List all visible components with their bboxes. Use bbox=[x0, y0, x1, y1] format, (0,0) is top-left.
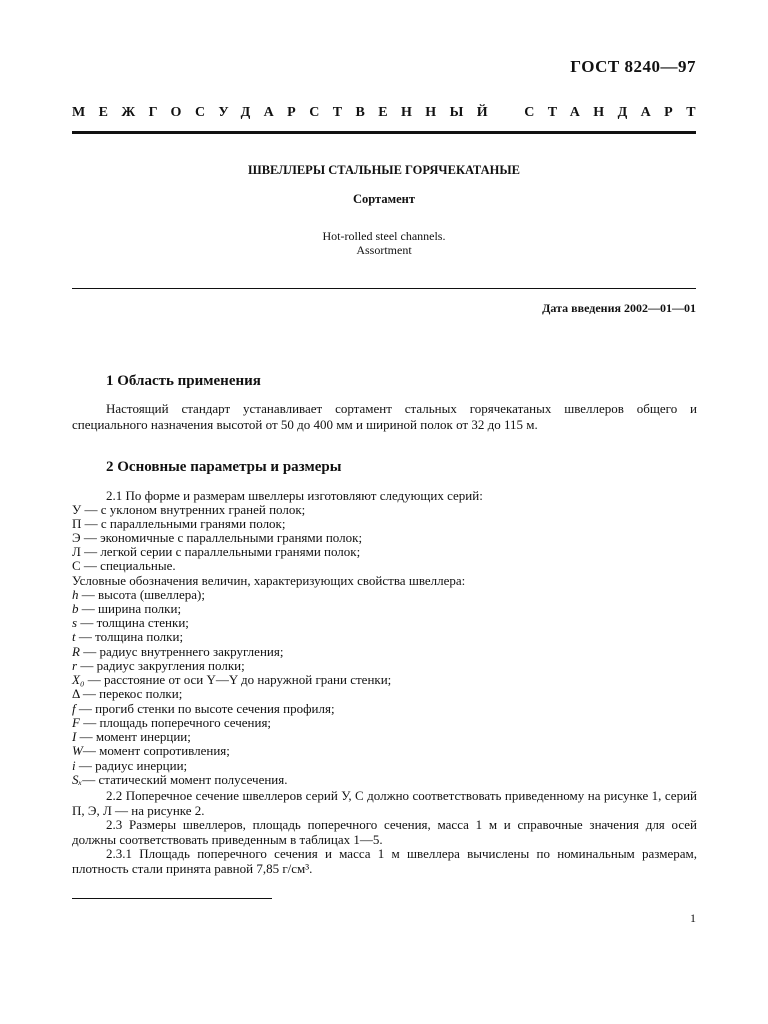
document-subtitle: Сортамент bbox=[352, 192, 415, 206]
series-item: П — с параллельными гранями полок; bbox=[72, 516, 286, 531]
interstate-word-2: СТАНДАРТ bbox=[524, 105, 709, 120]
series-item: С — специальные. bbox=[72, 558, 176, 573]
top-rule bbox=[72, 131, 696, 134]
notation-symbol: W bbox=[72, 743, 83, 758]
notation-symbol: b bbox=[72, 601, 79, 616]
notation-symbol: F bbox=[72, 715, 80, 730]
notation-symbol: Δ bbox=[72, 686, 80, 701]
notation-symbol: Sₓ bbox=[72, 772, 83, 787]
interstate-standard-label bbox=[72, 105, 709, 121]
middle-rule bbox=[72, 288, 696, 289]
notation-text: — расстояние от оси Y—Y до наружной грани стенки; bbox=[84, 672, 392, 687]
notation-intro: Условные обозначения величин, характеризующих свойства швеллера: bbox=[72, 573, 466, 588]
notation-text: — момент сопротивления; bbox=[82, 743, 230, 758]
english-title-line-1: Hot-rolled steel channels. bbox=[322, 229, 446, 243]
notation-text: — перекос полки; bbox=[79, 686, 183, 701]
notation-symbol: h bbox=[72, 587, 79, 602]
notation-text: — площадь поперечного сечения; bbox=[79, 715, 272, 730]
notation-text: — момент инерции; bbox=[76, 729, 191, 744]
notation-symbol: R bbox=[72, 644, 80, 659]
notation-text: — радиус внутреннего закругления; bbox=[79, 644, 284, 659]
notation-symbol: i bbox=[72, 758, 76, 773]
notation-text: — толщина стенки; bbox=[77, 615, 189, 630]
notation-text: — прогиб стенки по высоте сечения профиля; bbox=[75, 701, 335, 716]
notation-symbol: X₀ bbox=[72, 672, 85, 687]
clause-2-2: 2.2 Поперечное сечение швеллеров серий У, С должно соответствовать приведенному на рисунке 1, серий П, Э, Л — на рисунке 2. bbox=[72, 788, 697, 818]
notation-symbol: f bbox=[72, 701, 76, 716]
notation-symbol: I bbox=[72, 729, 77, 744]
notation-text: — радиус инерции; bbox=[75, 758, 188, 773]
notation-item bbox=[72, 773, 287, 788]
document-code: ГОСТ 8240—97 bbox=[570, 57, 696, 76]
notation-symbol: t bbox=[72, 629, 76, 644]
clause-2-3: 2.3 Размеры швеллеров, площадь поперечного сечения, масса 1 м и справочные значения для осей должны соответствовать приведенным в таблицах 1—5. bbox=[72, 817, 697, 847]
english-title bbox=[0, 229, 768, 257]
document-title: ШВЕЛЛЕРЫ СТАЛЬНЫЕ ГОРЯЧЕКАТАНЫЕ bbox=[247, 163, 521, 177]
notation-item bbox=[72, 630, 183, 645]
english-title-line-2: Assortment bbox=[356, 243, 412, 257]
series-item: Э — экономичные с параллельными гранями полок; bbox=[72, 530, 363, 545]
notation-symbol: r bbox=[72, 658, 78, 673]
series-item: У — с уклоном внутренних граней полок; bbox=[72, 502, 306, 517]
section-1-heading: 1 Область применения bbox=[106, 373, 261, 389]
interstate-word-1: МЕЖГОСУДАРСТВЕННЫЙ bbox=[72, 105, 502, 120]
notation-text: — радиус закругления полки; bbox=[77, 658, 245, 673]
notation-text: — толщина полки; bbox=[75, 629, 184, 644]
notation-text: — статический момент полусечения. bbox=[82, 772, 288, 787]
notation-symbol: s bbox=[72, 615, 78, 630]
section-1-paragraph: Настоящий стандарт устанавливает сортамент стальных горячекатаных швеллеров общего и специального назначения высотой от 50 до 400 мм и шириной полок от 32 до 115 м. bbox=[72, 401, 697, 432]
notation-item bbox=[72, 744, 230, 759]
page-number: 1 bbox=[690, 911, 696, 925]
notation-item bbox=[72, 687, 182, 702]
notation-text: — высота (швеллера); bbox=[78, 587, 205, 602]
notation-text: — ширина полки; bbox=[78, 601, 182, 616]
series-item: Л — легкой серии с параллельными гранями полок; bbox=[72, 544, 361, 559]
clause-2-1: 2.1 По форме и размерам швеллеры изготовляют следующих серий: bbox=[106, 488, 483, 503]
footer-rule bbox=[72, 898, 272, 899]
clause-2-3-1: 2.3.1 Площадь поперечного сечения и масса 1 м швеллера вычислены по номинальным размерам, плотность стали принята равной 7,85 г/см³. bbox=[72, 846, 697, 876]
section-2-heading: 2 Основные параметры и размеры bbox=[106, 459, 342, 475]
introduction-date: Дата введения 2002—01—01 bbox=[542, 301, 696, 315]
